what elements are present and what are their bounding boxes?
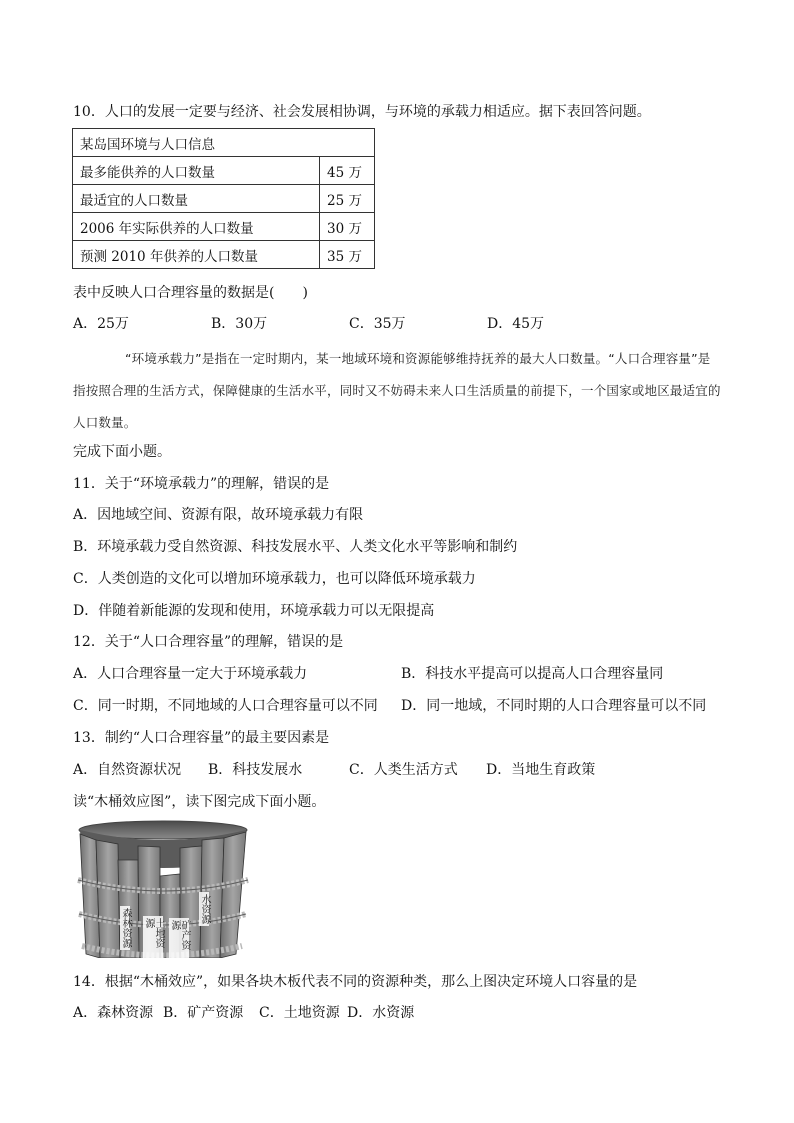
q10-question: 表中反映人口合理容量的数据是( ) xyxy=(73,285,308,301)
q13-stem: 13．制约“人口合理容量”的最主要因素是 xyxy=(73,730,330,746)
row-value: 35 万 xyxy=(320,241,375,269)
q11-option-b[interactable]: B．环境承载力受自然资源、科技发展水平、人类文化水平等影响和制约 xyxy=(73,539,518,555)
population-info-table xyxy=(72,128,375,269)
row-label: 预测 2010 年供养的人口数量 xyxy=(73,241,320,269)
q10-option-c[interactable]: C．35万 xyxy=(349,316,406,332)
label-forest-resources: 森林资源 xyxy=(120,908,131,948)
instruction-text: 完成下面小题。 xyxy=(73,444,171,460)
q12-stem: 12．关于“人口合理容量”的理解，错误的是 xyxy=(73,634,344,650)
row-label: 最适宜的人口数量 xyxy=(73,185,320,213)
q13-option-d[interactable]: D．当地生育政策 xyxy=(486,762,596,778)
q10-option-d[interactable]: D．45万 xyxy=(487,316,545,332)
q12-option-c[interactable]: C．同一时期，不同地域的人口合理容量可以不同 xyxy=(73,698,378,714)
q14-stem: 14．根据“木桶效应”，如果各块木板代表不同的资源种类，那么上图决定环境人口容量的是 xyxy=(73,974,638,990)
q12-option-d[interactable]: D．同一地域，不同时期的人口合理容量可以不同 xyxy=(401,698,707,714)
q13-option-b[interactable]: B．科技发展水 xyxy=(208,762,303,778)
row-value: 30 万 xyxy=(320,213,375,241)
row-label: 2006 年实际供养的人口数量 xyxy=(73,213,320,241)
q10-option-a[interactable]: A．25万 xyxy=(73,316,129,332)
q14-option-a[interactable]: A．森林资源 xyxy=(73,1005,154,1021)
q14-option-c[interactable]: C．土地资源 xyxy=(259,1005,340,1021)
table-title: 某岛国环境与人口信息 xyxy=(73,129,375,157)
q14-option-d[interactable]: D．水资源 xyxy=(347,1005,415,1021)
table-header-row xyxy=(73,129,375,157)
q12-option-a[interactable]: A．人口合理容量一定大于环境承载力 xyxy=(73,666,308,682)
reading-passage: “环境承载力”是指在一定时期内，某一地域环境和资源能够维持抚养的最大人口数量。“人口合理容量”是指按照合理的生活方式，保障健康的生活水平，同时又不妨碍未来人口生活质量的前提下，一个国家或地区最适宜的人口数量。 xyxy=(73,351,721,430)
q11-option-d[interactable]: D．伴随着新能源的发现和使用，环境承载力可以无限提高 xyxy=(73,603,435,619)
q11-option-a[interactable]: A．因地域空间、资源有限，故环境承载力有限 xyxy=(73,507,364,523)
label-mineral-resources: 矿产资源 xyxy=(169,918,189,958)
row-label: 最多能供养的人口数量 xyxy=(73,157,320,185)
q11-option-c[interactable]: C．人类创造的文化可以增加环境承载力，也可以降低环境承载力 xyxy=(73,571,476,587)
q13-option-c[interactable]: C．人类生活方式 xyxy=(349,762,458,778)
row-value: 45 万 xyxy=(320,157,375,185)
table-row xyxy=(73,157,375,185)
label-land-resources: 土地资源 xyxy=(143,916,163,958)
table-row xyxy=(73,185,375,213)
q11-stem: 11．关于“环境承载力”的理解，错误的是 xyxy=(73,476,330,492)
table-row xyxy=(73,213,375,241)
q12-option-b[interactable]: B．科技水平提高可以提高人口合理容量同 xyxy=(401,666,664,682)
q10-stem: 10．人口的发展一定要与经济、社会发展相协调，与环境的承载力相适应。据下表回答问题。 xyxy=(73,104,651,120)
table-row xyxy=(73,241,375,269)
q13-option-a[interactable]: A．自然资源状况 xyxy=(73,762,182,778)
row-value: 25 万 xyxy=(320,185,375,213)
q10-option-b[interactable]: B．30万 xyxy=(211,316,268,332)
figure-instruction: 读“木桶效应图”，读下图完成下面小题。 xyxy=(73,794,326,810)
q14-option-b[interactable]: B．矿产资源 xyxy=(163,1005,244,1021)
label-water-resources: 水资源 xyxy=(199,894,210,924)
wooden-barrel-figure xyxy=(76,820,251,958)
